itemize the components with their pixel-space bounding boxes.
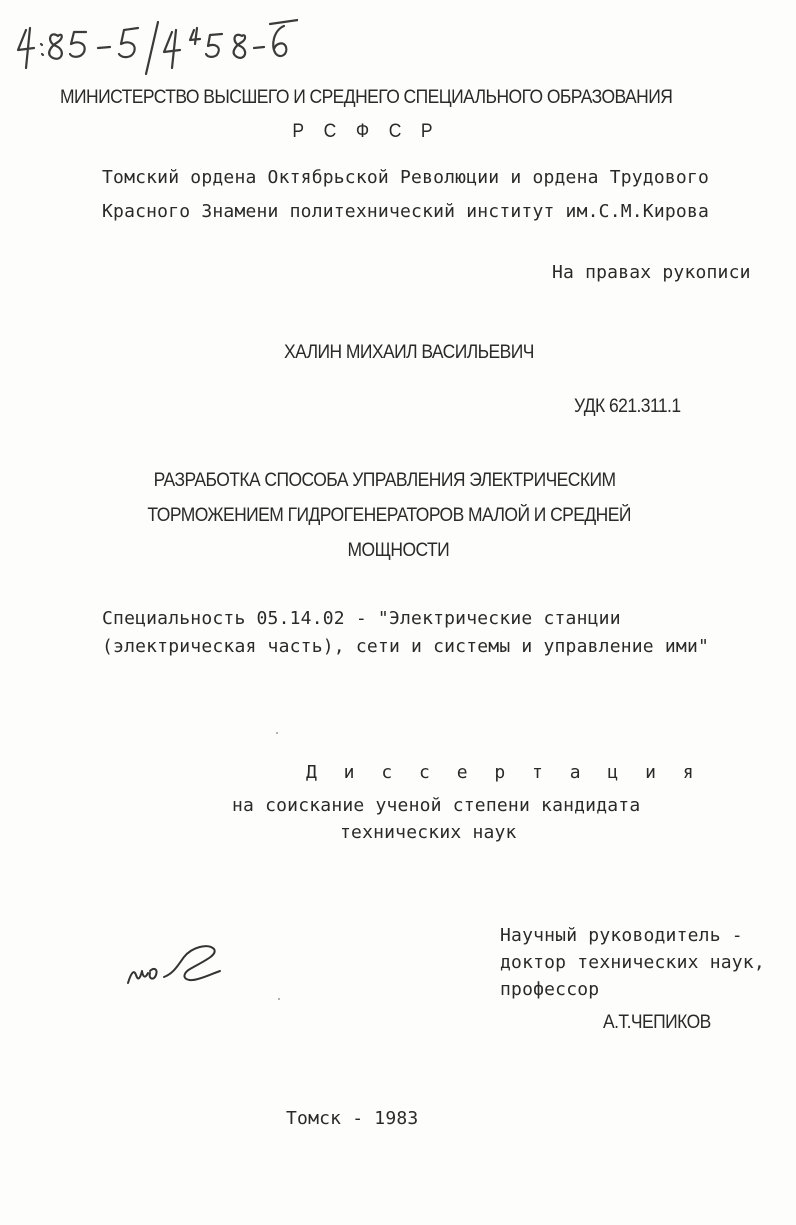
supervisor-line-1: Научный руководитель - bbox=[500, 925, 743, 946]
title-line-2: ТОРМОЖЕНИЕМ ГИДРОГЕНЕРАТОРОВ МАЛОЙ И СРЕДНЕЙ bbox=[147, 505, 631, 526]
udc-code: УДК 621.311.1 bbox=[574, 396, 681, 417]
country-line: Р С Ф С Р bbox=[292, 121, 440, 142]
scan-speck bbox=[278, 998, 280, 1000]
supervisor-line-2: доктор технических наук, bbox=[500, 952, 765, 973]
specialty-line-2: (электрическая часть), сети и системы и управление ими" bbox=[102, 636, 710, 657]
supervisor-name: А.Т.ЧЕПИКОВ bbox=[603, 1012, 711, 1033]
title-line-3: МОЩНОСТИ bbox=[347, 540, 450, 561]
scan-speck bbox=[276, 732, 278, 734]
specialty-line-1: Специальность 05.14.02 - "Электрические станции bbox=[102, 608, 621, 629]
ministry-line: МИНИСТЕРСТВО ВЫСШЕГО И СРЕДНЕГО СПЕЦИАЛЬНОГО ОБРАЗОВАНИЯ bbox=[60, 87, 673, 108]
author-name: ХАЛИН МИХАИЛ ВАСИЛЬЕВИЧ bbox=[284, 342, 534, 363]
institute-line-2: Красного Знамени политехнический институт им.С.М.Кирова bbox=[102, 201, 710, 222]
handwritten-reference-mark bbox=[8, 10, 298, 80]
dissertation-label: Д и с с е р т а ц и я bbox=[306, 762, 702, 783]
title-line-1: РАЗРАБОТКА СПОСОБА УПРАВЛЕНИЯ ЭЛЕКТРИЧЕСКИМ bbox=[153, 470, 616, 491]
supervisor-line-3: профессор bbox=[500, 979, 600, 1000]
city-year: Томск - 1983 bbox=[286, 1108, 419, 1129]
degree-line-2: технических наук bbox=[340, 822, 517, 843]
degree-line-1: на соискание ученой степени кандидата bbox=[232, 795, 641, 816]
author-signature bbox=[120, 935, 230, 995]
institute-line-1: Томский ордена Октябрьской Революции и ордена Трудового bbox=[102, 167, 710, 188]
manuscript-rights: На правах рукописи bbox=[552, 262, 751, 283]
